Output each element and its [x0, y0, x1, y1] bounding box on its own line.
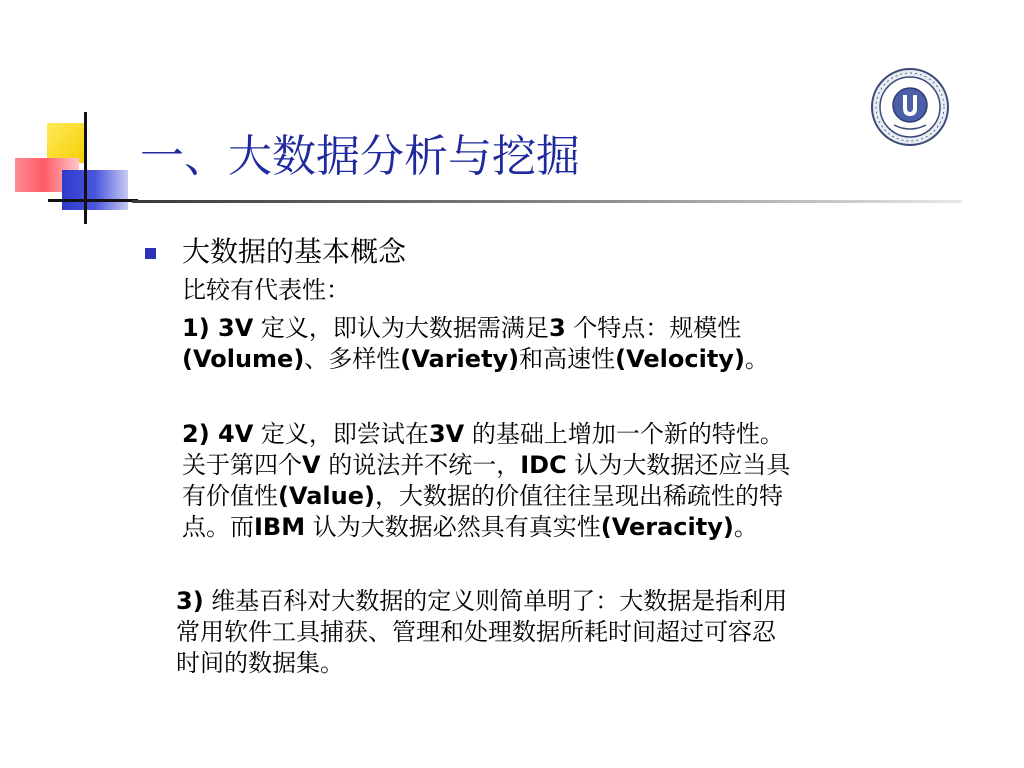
text-segment: 关于第四个	[182, 451, 302, 479]
text-segment: 、多样性	[304, 345, 401, 373]
text-segment: 定义，即认为大数据需满足	[253, 314, 549, 342]
intro-line: 比较有代表性：	[182, 276, 350, 304]
text-segment: 。	[744, 345, 769, 373]
slide-title: 一、大数据分析与挖掘	[140, 131, 580, 182]
text-segment: 的基础上增加一个新的特性。	[464, 420, 784, 448]
item2-line4	[182, 512, 912, 543]
definition-item-2	[182, 419, 912, 543]
university-seal-icon	[870, 67, 950, 147]
decor-horizontal-line	[48, 199, 138, 202]
item3-number: 3)	[176, 587, 204, 615]
text-segment: 认为大数据必然具有真实性	[305, 513, 601, 541]
text-segment: 维基百科对大数据的定义则简单明了：大数据是指利用	[203, 587, 788, 615]
text-segment: 有价值性	[182, 482, 278, 510]
text-segment: 3	[548, 314, 566, 342]
text-segment: ，大数据的价值往往呈现出稀疏性的特	[374, 482, 783, 510]
item3-line2: 常用软件工具捕获、管理和处理数据所耗时间超过可容忍	[176, 618, 776, 646]
text-segment: (Velocity)	[615, 345, 745, 373]
item1-line1	[182, 313, 912, 344]
text-segment: 认为大数据还应当具	[566, 451, 791, 479]
item3-line1	[176, 586, 906, 617]
text-segment: 定义，即尝试在	[253, 420, 429, 448]
text-segment: (Volume)	[182, 345, 305, 373]
text-segment: 点。而	[182, 513, 254, 541]
title-underline	[132, 200, 962, 203]
text-segment: 个特点：规模性	[565, 314, 742, 342]
text-segment: 和高速性	[519, 345, 616, 373]
item2-line1	[182, 419, 912, 450]
intro-text	[182, 275, 912, 306]
item1-line2	[182, 344, 912, 375]
decor-vertical-line	[84, 112, 87, 224]
decor-yellow-square	[47, 123, 87, 163]
text-segment: V	[302, 451, 321, 479]
definition-item-1	[182, 313, 912, 375]
text-segment: IDC	[520, 451, 567, 479]
decor-blue-bar	[62, 170, 128, 210]
item2-line3	[182, 481, 912, 512]
item2-line2	[182, 450, 912, 481]
text-segment: (Variety)	[400, 345, 520, 373]
text-segment: 3V	[428, 420, 465, 448]
text-segment: IBM	[254, 513, 306, 541]
text-segment: (Value)	[278, 482, 375, 510]
text-segment: (Veracity)	[600, 513, 734, 541]
item3-line3: 时间的数据集。	[176, 649, 344, 677]
item2-number: 2) 4V	[182, 420, 254, 448]
definition-item-3	[176, 586, 906, 679]
text-segment: 的说法并不统一，	[320, 451, 521, 479]
section-heading: 大数据的基本概念	[182, 235, 407, 268]
text-segment: 。	[733, 513, 758, 541]
item1-number: 1) 3V	[182, 314, 254, 342]
bullet-square	[145, 248, 156, 259]
